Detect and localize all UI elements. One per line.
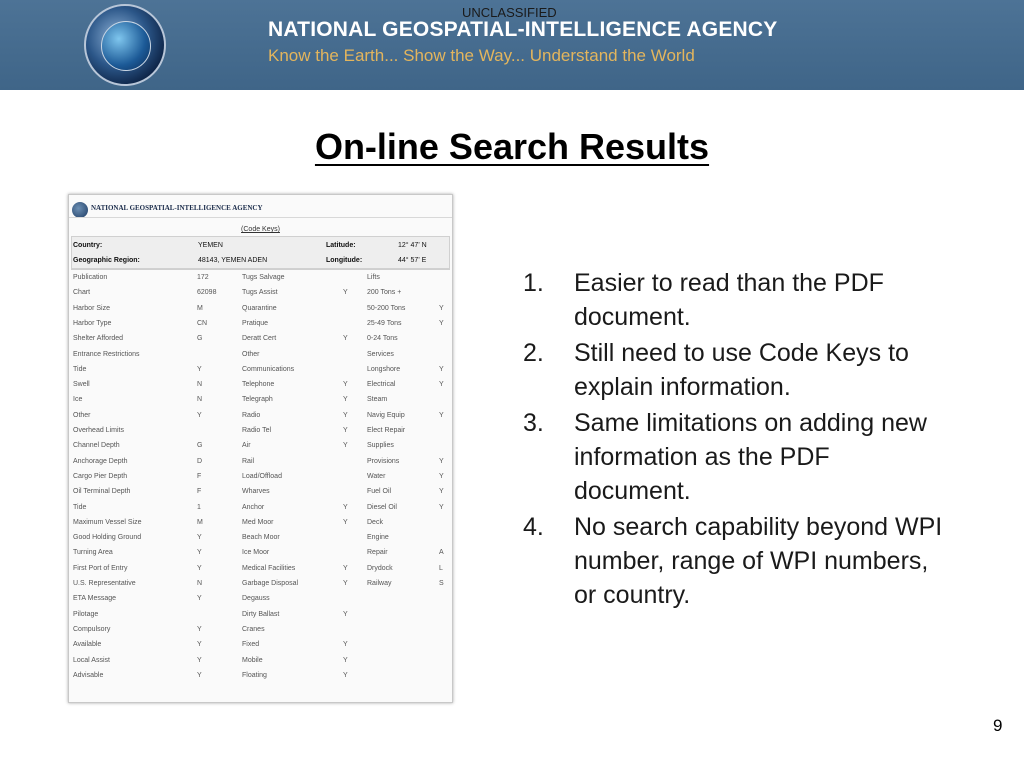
table-cell-field-label: Quarantine [242, 304, 277, 312]
table-cell-field-value: 62098 [197, 289, 217, 297]
table-cell-field-label: Advisable [73, 671, 104, 679]
table-cell-field-label: Water [367, 472, 386, 480]
table-cell-field-label: Anchorage Depth [73, 457, 128, 465]
table-cell-field-label: Navig Equip [367, 411, 405, 419]
table-cell-field-label: Electrical [367, 381, 396, 389]
nga-seal-logo [84, 4, 166, 86]
table-cell-field-value: 172 [197, 274, 209, 281]
table-cell-field-label: Available [73, 641, 102, 649]
table-cell-field-value: Y [343, 396, 348, 404]
table-cell-field-value: N [197, 580, 203, 587]
classification-marking: UNCLASSIFIED [462, 5, 557, 20]
table-cell-field-value: Y [439, 304, 444, 312]
table-cell-field-value: A [439, 549, 444, 557]
table-cell-field-label: Tugs Assist [242, 289, 278, 297]
table-cell-field-label: Dirty Ballast [242, 610, 280, 618]
table-cell-field-label: Railway [367, 580, 392, 587]
table-cell-field-label: Supplies [367, 442, 394, 450]
table-cell-field-value: D [197, 457, 203, 465]
table-cell-field-value: Y [197, 595, 202, 603]
table-cell-field-value: CN [197, 319, 208, 327]
table-cell-field-label: Harbor Type [73, 319, 112, 327]
table-cell-field-value: Y [343, 671, 348, 679]
table-cell-field-label: Provisions [367, 457, 400, 465]
agency-name: NATIONAL GEOSPATIAL-INTELLIGENCE AGENCY [268, 18, 778, 41]
table-cell-field-label: Compulsory [73, 625, 111, 633]
list-text: Same limitations on adding new information as the PDF document. [574, 409, 927, 505]
list-number: 4. [523, 513, 544, 541]
search-results-screenshot [68, 194, 453, 703]
country-label: Country: [73, 242, 103, 249]
table-cell-field-value: Y [343, 381, 348, 389]
table-cell-field-value: Y [343, 580, 348, 587]
table-cell-field-value: Y [197, 671, 202, 679]
table-cell-field-label: Cargo Pier Depth [73, 472, 128, 480]
table-cell-field-label: Communications [242, 365, 295, 373]
table-cell-field-label: Deratt Cert [242, 335, 277, 343]
table-cell-field-value: M [197, 518, 203, 526]
page-number: 9 [993, 716, 1003, 735]
table-cell-field-label: 0-24 Tons [367, 335, 398, 343]
table-cell-field-value: Y [343, 518, 348, 526]
table-cell-field-label: Lifts [367, 274, 380, 281]
table-cell-field-label: Rail [242, 457, 255, 465]
list-item [523, 406, 943, 508]
table-cell-field-value: Y [197, 625, 202, 633]
table-cell-field-value: Y [343, 411, 348, 419]
table-cell-field-label: Entrance Restrictions [73, 350, 140, 358]
table-cell-field-label: Longshore [367, 365, 401, 373]
table-cell-field-label: Chart [73, 289, 91, 297]
table-cell-field-label: 50-200 Tons [367, 304, 406, 312]
table-cell-field-label: Tugs Salvage [242, 274, 285, 281]
table-cell-field-value: Y [439, 319, 444, 327]
table-cell-field-label: Drydock [367, 564, 393, 572]
longitude-value: 44° 57' E [398, 257, 427, 264]
table-cell-field-label: Tide [73, 503, 87, 511]
table-cell-field-label: Anchor [242, 503, 265, 511]
table-cell-field-value: Y [197, 656, 202, 664]
header-banner [0, 0, 1024, 90]
agency-tagline: Know the Earth... Show the Way... Understand the World [268, 46, 695, 65]
table-cell-field-label: Harbor Size [73, 304, 110, 312]
port-header-box [71, 236, 450, 269]
table-cell-field-label: Pilotage [73, 610, 99, 618]
table-cell-field-value: Y [197, 549, 202, 557]
divider [69, 217, 452, 218]
table-cell-field-label: Air [242, 442, 251, 450]
table-cell-field-label: Swell [73, 381, 90, 389]
table-cell-field-label: Medical Facilities [242, 564, 296, 572]
table-cell-field-value: Y [439, 411, 444, 419]
list-text: Still need to use Code Keys to explain information. [574, 339, 909, 401]
table-cell-field-label: Shelter Afforded [73, 335, 124, 343]
table-cell-field-label: Telephone [242, 381, 275, 389]
list-item [523, 336, 943, 404]
slide-title-text: On-line Search Results [314, 126, 710, 167]
table-cell-field-value: Y [343, 442, 348, 450]
table-cell-field-value: G [197, 442, 203, 450]
table-cell-field-label: Local Assist [73, 656, 110, 664]
table-cell-field-value: F [197, 488, 202, 496]
table-cell-field-value: L [439, 564, 443, 572]
header-separator [71, 269, 450, 270]
table-cell-field-label: Fixed [242, 641, 260, 649]
table-cell-field-value: Y [197, 411, 202, 419]
table-cell-field-label: Med Moor [242, 518, 274, 526]
table-cell-field-label: Publication [73, 274, 108, 281]
table-cell-field-label: U.S. Representative [73, 580, 136, 587]
table-cell-field-label: Degauss [242, 595, 270, 603]
list-text: Easier to read than the PDF document. [574, 269, 884, 331]
slide-title [0, 126, 1024, 168]
table-cell-field-label: Radio [242, 411, 261, 419]
table-cell-field-value: N [197, 381, 203, 389]
table-cell-field-label: Services [367, 350, 394, 358]
list-text: No search capability beyond WPI number, range of WPI numbers, or country. [574, 513, 943, 609]
table-cell-field-value: G [197, 335, 203, 343]
table-cell-field-value: Y [343, 641, 348, 649]
table-cell-field-label: Repair [367, 549, 388, 557]
table-cell-field-value: M [197, 304, 203, 312]
table-cell-field-label: Turning Area [73, 549, 113, 557]
screenshot-agency-name: NATIONAL GEOSPATIAL-INTELLIGENCE AGENCY [91, 204, 263, 212]
table-cell-field-value: Y [343, 656, 348, 664]
list-item [523, 510, 943, 612]
table-cell-field-label: Wharves [242, 488, 270, 496]
region-value: 48143, YEMEN ADEN [198, 257, 268, 264]
table-cell-field-value: 1 [197, 503, 201, 511]
globe-icon [101, 21, 151, 71]
table-cell-field-value: S [439, 580, 444, 587]
table-cell-field-label: Load/Offload [242, 472, 282, 480]
table-cell-field-label: Telegraph [242, 396, 273, 404]
table-cell-field-label: Floating [242, 671, 267, 679]
table-cell-field-label: Cranes [242, 625, 265, 633]
table-cell-field-label: Maximum Vessel Size [73, 518, 142, 526]
table-cell-field-value: Y [197, 564, 202, 572]
table-cell-field-label: Ice Moor [242, 549, 270, 557]
table-cell-field-label: Other [73, 411, 91, 419]
table-cell-field-label: Fuel Oil [367, 488, 392, 496]
code-keys-link[interactable]: (Code Keys) [241, 226, 280, 233]
table-cell-field-label: Beach Moor [242, 534, 280, 542]
table-cell-field-label: Diesel Oil [367, 503, 397, 511]
list-item [523, 266, 943, 334]
table-cell-field-value: Y [343, 503, 348, 511]
nga-logo-icon [72, 202, 88, 218]
table-cell-field-label: Steam [367, 396, 388, 404]
table-cell-field-value: Y [439, 457, 444, 465]
table-cell-field-value: Y [343, 564, 348, 572]
table-cell-field-label: 200 Tons + [367, 289, 402, 297]
table-cell-field-label: Pratique [242, 319, 269, 327]
table-cell-field-value: Y [439, 488, 444, 496]
longitude-label: Longitude: [326, 257, 363, 264]
table-cell-field-label: ETA Message [73, 595, 117, 603]
table-cell-field-label: Engine [367, 534, 389, 542]
table-cell-field-value: Y [197, 365, 202, 373]
table-cell-field-label: 25-49 Tons [367, 319, 402, 327]
list-number: 2. [523, 339, 544, 367]
table-cell-field-value: Y [343, 289, 348, 297]
table-cell-field-label: Radio Tel [242, 427, 272, 434]
table-cell-field-value: Y [343, 610, 348, 618]
region-label: Geographic Region: [73, 257, 140, 264]
list-number: 1. [523, 269, 544, 297]
table-cell-field-label: Mobile [242, 656, 263, 664]
table-cell-field-value: F [197, 472, 202, 480]
table-cell-field-value: Y [439, 472, 444, 480]
table-cell-field-label: Ice [73, 396, 83, 404]
table-cell-field-label: Good Holding Ground [73, 534, 142, 542]
table-cell-field-label: Garbage Disposal [242, 580, 299, 587]
table-cell-field-value: Y [439, 381, 444, 389]
latitude-label: Latitude: [326, 242, 356, 249]
table-cell-field-value: Y [197, 534, 202, 542]
table-cell-field-value: N [197, 396, 203, 404]
key-points-list [523, 266, 943, 614]
table-cell-field-label: Tide [73, 365, 87, 373]
table-cell-field-label: Oil Terminal Depth [73, 488, 131, 496]
list-number: 3. [523, 409, 544, 437]
table-cell-field-label: Deck [367, 518, 383, 526]
table-cell-field-label: Overhead Limits [73, 427, 124, 434]
country-value: YEMEN [198, 242, 223, 249]
table-cell-field-value: Y [343, 335, 348, 343]
table-cell-field-value: Y [439, 503, 444, 511]
table-cell-field-label: Channel Depth [73, 442, 120, 450]
table-cell-field-label: Elect Repair [367, 427, 406, 434]
table-cell-field-value: Y [197, 641, 202, 649]
table-cell-field-label: Other [242, 350, 260, 358]
latitude-value: 12° 47' N [398, 242, 427, 249]
table-cell-field-value: Y [343, 427, 348, 434]
table-cell-field-value: Y [439, 365, 444, 373]
table-cell-field-label: First Port of Entry [73, 564, 128, 572]
